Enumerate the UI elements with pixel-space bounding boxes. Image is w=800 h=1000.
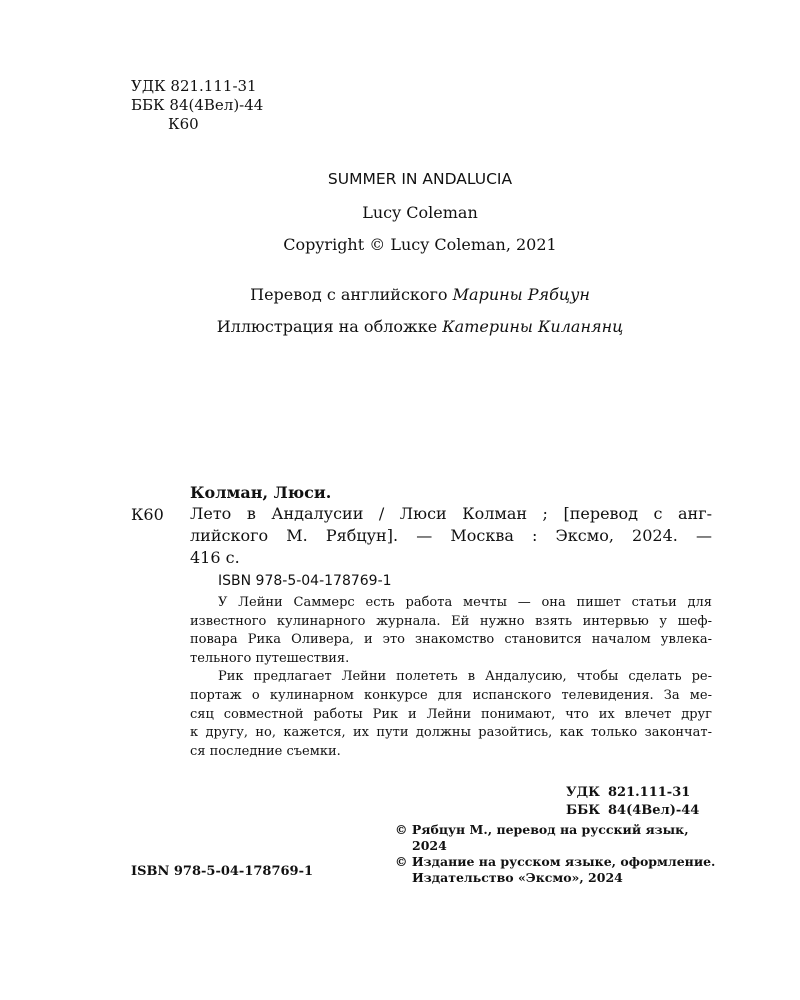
udk-value: 821.111-31 — [608, 785, 691, 800]
annotation-line: повара Рика Оливера, и это знакомство становится началом увлека- — [190, 632, 712, 648]
bibliographic-line: лийского М. Рябцун]. — Москва : Эксмо, 2024. — — [190, 526, 712, 545]
translation-credit — [0, 285, 800, 304]
author-mark: К60 — [168, 115, 199, 133]
translator-name: Марины Рябцун — [452, 285, 590, 304]
translation-copyright: © Рябцун М., перевод на русский язык, — [395, 822, 689, 837]
udk-label: УДК — [566, 785, 600, 800]
translation-prefix: Перевод с английского — [250, 285, 448, 304]
annotation-line: У Лейни Саммерс есть работа мечты — она пишет статьи для — [218, 595, 712, 610]
annotation-line: Рик предлагает Лейни полететь в Андалусию, чтобы сделать ре- — [218, 669, 712, 685]
bibliographic-description — [190, 503, 712, 569]
bbk-code: ББК 84(4Вел)-44 — [131, 96, 264, 114]
annotation-line: сяц совместной работы Рик и Лейни понимают, что их влечет друг — [190, 706, 712, 722]
edition-copyright: © Издание на русском языке, оформление. — [395, 854, 716, 869]
bbk-label: ББК — [566, 803, 601, 818]
annotation-line: известного кулинарного журнала. Ей нужно взять интервью у шеф- — [190, 613, 712, 629]
bbk-value: 84(4Вел)-44 — [608, 803, 700, 818]
annotation-line: ся последние съемки. — [190, 743, 341, 759]
annotation-line: к другу, но, кажется, их пути должны разойтись, как только закончат- — [190, 725, 712, 741]
copyright-notices — [395, 822, 715, 886]
udk-row — [566, 784, 699, 802]
translation-copyright-year: 2024 — [412, 838, 447, 853]
original-author: Lucy Coleman — [362, 203, 478, 222]
illustrator-name: Катерины Киланянц — [442, 317, 624, 336]
isbn-record: ISBN 978-5-04-178769-1 — [218, 573, 392, 589]
annotation-line: портаж о кулинарном конкурсе для испанского телевидения. За ме- — [190, 687, 712, 703]
isbn-bottom: ISBN 978-5-04-178769-1 — [131, 864, 314, 879]
classification-codes — [566, 784, 699, 820]
original-title: SUMMER IN ANDALUCIA — [327, 170, 513, 188]
annotation-line: тельного путешествия. — [190, 650, 350, 666]
illustration-prefix: Иллюстрация на обложке — [216, 317, 438, 336]
illustration-credit — [0, 317, 800, 336]
bbk-row — [566, 802, 699, 820]
publisher-copyright: Издательство «Эксмо», 2024 — [412, 870, 623, 885]
original-copyright: Copyright © Lucy Coleman, 2021 — [283, 235, 557, 254]
udk-code: УДК 821.111-31 — [131, 77, 257, 95]
annotation — [190, 594, 712, 761]
bibliographic-line: Лето в Андалусии / Люси Колман ; [перевод с анг- — [190, 504, 712, 523]
bibliographic-line: 416 с. — [190, 548, 240, 567]
author-heading: Колман, Люси. — [190, 483, 332, 502]
bibliographic-code: К60 — [131, 505, 164, 524]
